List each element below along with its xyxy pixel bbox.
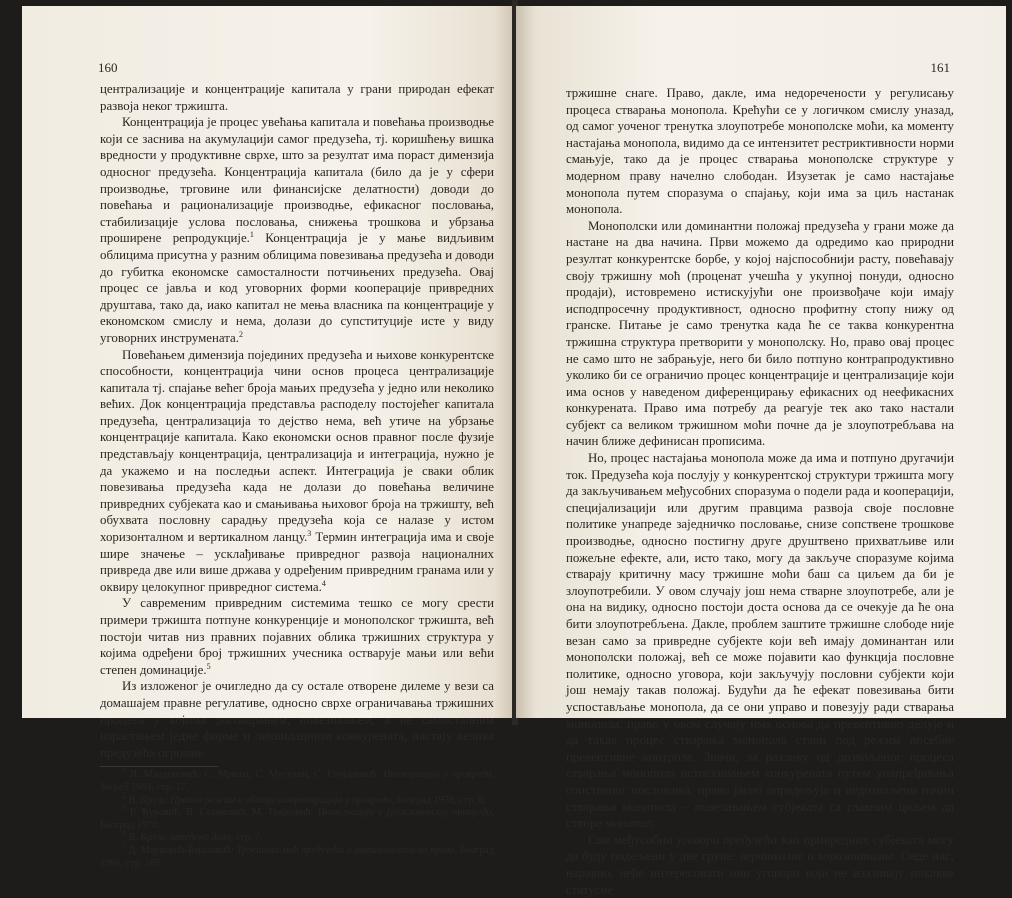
footnote-rest: Загреб 1963, стр. 17. [100,781,189,793]
paragraph-text: Сви међусобни [588,832,677,847]
footnote-title: Тржишна моћ предузећа и антимонополско право, [236,844,457,856]
footnote-authors: В. Круљ: [128,832,168,844]
footnote-mark: 4 [321,578,326,588]
footnote [100,803,495,832]
footnote-authors: Р. Ђуровић, В. Станковић, М. Трајковић: [130,807,314,819]
footnote-title: Интеграција у привреди, [383,769,495,781]
footnote-mark: 2 [238,329,243,339]
paragraph-text: Концентрација је у мање видљивим облицима присутна у разним облицима повезивања предузећа и доводи до губитка економске самосталности потчињених предузећа. Овај процес се јавља и код уговорних форми кооперације привредних друштава, тако да, иако капитал не мења власника па концентрације у економском смислу и нема, долази до супституције исте у виду уговорних инструмената. [100,231,494,345]
footnote-authors: Д. Марковић-Бајаловић: [128,844,234,856]
right-page-body [566,85,954,898]
footnote-title: Интеграција у југословенској привреди, [317,807,495,819]
footnote-rest: Београд 1970. [100,819,160,831]
footnote-rest: стр. 7. [235,832,263,844]
footnote-authors: В. Круљ: [128,794,168,806]
footnote [100,790,494,808]
paragraph: Но, процес настајања монопола може да има и потпуно другачији ток. Предузећа која послују у конкурентској структури тржишта могу да закључивањем међусобних споразума о подели рада и кооперацији, специјализацији или другим правцима развоја своје пословне политике унапреде заједничко пословање, снизе сопствене трошкове производње, односно постигну друге друштвено прихватљиве или пожељне ефекте, али, исто тако, могу да закључе споразуме којима стварају критичну масу тржишне моћи баш са циљем да би је злоупотребили. У овом случају још нема стварне злоупотребе, али је она на видику, односно постоји доста основа да се очекује да ће она бити злоупотребљена. Дакле, проблем заштите тржишне слободе није везан само за привредне субјекте који већ имају доминантан или монополски положај, већ се може појавити као функција пословне политике, односно уговора, који закључују пословни субјекти који још немају такав положај. Будући да ће ефекат повезивања бити успостављање монопола, да се они управо и повезују ради стварања монопола, право у овом случају има основа да превентивно делује и да такав процес стварања монопола стави под режим посебне превентивне контроле. Значи, за разлику од дозвољеног процеса стварања монопола истискивањем конкурената путем унапређивања сопственог пословања, право јасно опредељује и недозвољени начин стварања монопола – повезивањем субјеката са главним циљем да створе монопол. [566,451,954,831]
left-page [22,6,514,869]
right-page [516,6,1006,897]
footnote-number: 1 [122,765,126,775]
footnote-number: 3 [122,803,126,813]
paragraph [100,595,494,678]
paragraph: централизације и концентрације капитала у грани природан ефекат развоја неког тржишта. [100,82,494,113]
footnote-number: 2 [122,790,126,800]
footnote-number: 4 [122,828,126,838]
paragraph: тржишне снаге. Право, дакле, има недоречености у регулисању процеса стварања монопола. Крећући се у логичком смислу уназад, од самог уоченог тренутка злоупотребе монополске моћи, ка моменту настајања монопола, видимо да се интензитет рестриктивности норми смањује, тако да је процес стварања монополске структуре у модерном праву начелно слободан. Изузетак је само настајање монопола путем споразума о спајању, који има за циљ настанак монопола. [566,86,954,217]
page-number: 161 [930,60,950,75]
paragraph-text: Термин интеграција има и своје шире значење – усклађивање привредног развоја националних привреда две или више држава у одређеним привредним гранама или у оквиру целокупног привредног система. [100,530,494,594]
left-page-body [100,81,494,870]
paragraph-text: Повећањем димензија појединих предузећа и њихове конкурентске способности, концентрација чини основ процеса централизације капитала тј. спајање већег броја мањих предузећа у једно или неколико већих. Док концентрација представља расподелу постојећег капитала предузећа, централизација то дејство нема, већ утиче на убрзање концентрације капитала. Како економски основ правног после фузије представљају концентрација, централизација и интеграција, нужно је да укажемо и на последњи аспект. Интеграција је сваки облик повезивања предузећа када не долази до повећања величине привредних субјеката као и смањивања њиховог броја на тржишту, већ обухвата пословну сарадњу предузећа која се налазе у истом хоризонталном и вертикалном ланцу. [100,347,494,545]
footnote-rest: Београд 1998, стр. 105. [100,844,495,869]
paragraph-text: као привредних субјеката могу да буду подељени у две групе: [566,832,954,864]
footnote-number: 5 [122,840,126,850]
footnote [100,828,494,845]
emphasis: уговори предузећа [677,832,777,847]
page-number: 160 [98,60,118,75]
paragraph [100,347,494,596]
footnote-mark: 3 [307,529,312,539]
paragraph-text: Концентрација је процес увећања капитала и повећања производње који се заснива на акумулацији самог предузећа, тј. коришћењу вишка вредности у продуктивне сврхе, што за резултат има пораст димензија односног предузећа. Концентрација капитала (било да је у сфери производње, трговине или финансијске делатности) доводи до повећања и рационализације производње, ефикасног пословања, стабилизације услова пословања, снижења трошкова и убрзања проширене репродукције. [100,115,494,246]
paragraph [100,114,494,346]
paragraph-text: У савременим привредним системима тешко се могу срести примери тржишта потпуне конкуренције и монополског тржишта, већ постоји читав низ правних појавних облика тржишних структура у којима одређени број тржишних учесника остварује мањи или већи степен доминације. [100,596,494,677]
footnote [100,840,495,870]
paragraph [566,832,954,898]
footnote-title: наведено дело, [170,832,234,844]
footnote-mark: 5 [206,661,211,671]
paragraph-text: Овде нас, наравно, неће интересовати они уговори који не изазивају никакве статусне [566,849,954,897]
footnote [100,765,495,794]
paragraph: Монополски или доминантни положај предузећа у грани може да настане на два начина. Први можемо да одредимо као природни резултат конкурентске борбе, у којој најспособнији расту, повећавају своју тржишну моћ (проценат учешћа у укупној понуди, односно продаји), истовремено истискујући оне произвођаче који имају исподпросечну продуктивност, односно профитну стопу нижу од гранске. Питање је само тренутка када ће се таква конкурентна тржишна структура претворити у монополску. Но, право овај процес не само што не забрањује, него би било потпуно контрапродуктивно уколико би се ограничио процес концентрације и централизације који има основ у наведеном диференцирању ефикасних од неефикасних конкурената. Право има потребу да реагује тек ако тако настали субјект са великом тржишном моћи почне да је злоупотребљава на начин ближе дефинисан прописима. [566,218,954,449]
emphasis: вертикалне и хоризонталне. [740,849,898,864]
footnote-mark: 1 [249,230,254,240]
paragraph: Из изложеног је очигледно да су остале отворене дилеме у вези са домашајем правне регулативе, односно сврхе ограничавања тржишних процеса у којима договарањем, повезивањем, а не самосталним израстањем једне фирме и ликвидацијом конкурената, настају велика предузећа огромне [100,679,494,760]
footnote-title: Правни режим и облици концентрација у привреди, [170,794,395,806]
footnote-authors: И. Младеновић, С. Мркша, С. Мусулин, С. Стојановић: [129,769,380,781]
footnote-separator [100,766,218,767]
footnote-rest: Београд 1978, стр. 8. [396,794,486,806]
